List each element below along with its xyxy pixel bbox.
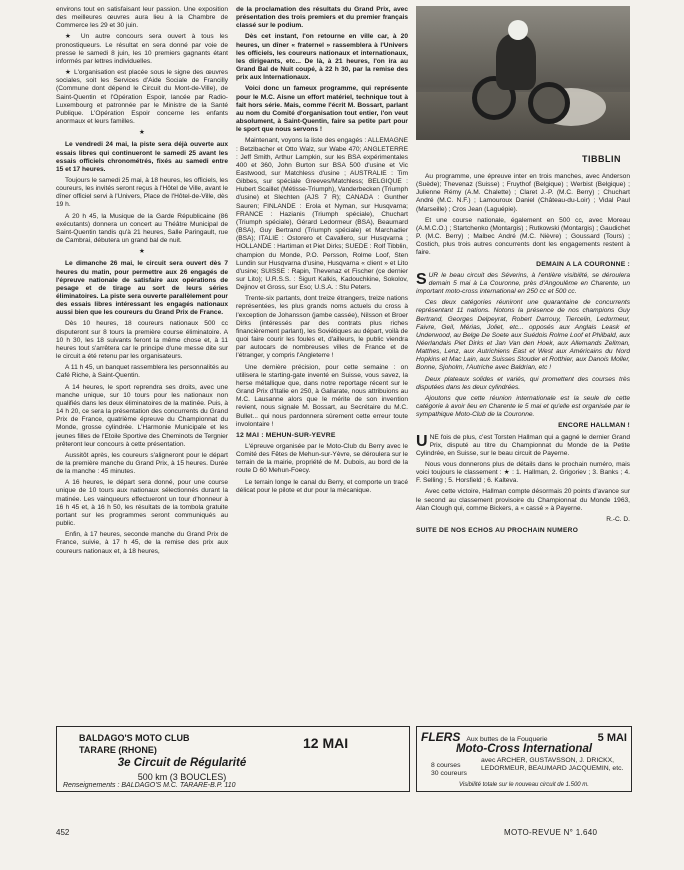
paragraph: Dès cet instant, l'on retourne en ville car, à 20 heures, un dîner « fraternel » rassemblera à l'Univers les officiels, les coureurs nationaux et internationaux, les dirigeants, etc... De là, à 21 heures, l'on ira au Grand Bal de Nuit coupé, à 22 h 30, par la remise des prix aux Internationaux.	[236, 33, 408, 82]
rider-photo	[416, 6, 630, 140]
paragraph: Dès 10 heures, 18 coureurs nationaux 500 cc disputeront sur 8 tours la première course éliminatoire. A 10 h 30, les 18 suivants feront la même chose et, à 11 heures tout s'arrêtera car le principe d'une messe dite sur le circuit a été retenu par les organisateurs.	[56, 320, 228, 361]
drop-cap: U	[416, 432, 428, 450]
paragraph: A 20 h 45, la Musique de la Garde Républicaine (86 exécutants) donnera un concert au Théâtre Municipal de Saint-Quentin tandis qu'à 21 heures, Salle Paringault, rue de Cambrai, débutera un grand bal de nuit.	[56, 212, 228, 245]
paragraph: Et une course nationale, également en 500 cc, avec Moreau (A.M.C.O.) ; Startchenko (Montargis) ; Rutkowski (Montargis) ; Gaudichet P. (M.C. Berry) ; Malbec André (M.C. Nièvre) ; Goussard (Tours) ; Costich, plus trois autres concurrents dont les engagements restent à faire.	[416, 216, 630, 257]
advert-date: 5 MAI	[597, 732, 627, 744]
advert-club-town: TARARE (RHONE)	[79, 745, 157, 755]
paragraph: Deux plateaux solides et variés, qui promettent des courses très disputées dans les deux cylindrées.	[416, 375, 630, 391]
paragraph: de la proclamation des résultats du Grand Prix, avec présentation des trois premiers et du premier français classé sur le podium.	[236, 6, 408, 30]
advert-riders-count: 30 coureurs	[431, 769, 467, 777]
continued-notice: SUITE DE NOS ECHOS AU PROCHAIN NUMERO	[416, 527, 579, 535]
paragraph: L'épreuve organisée par le Moto-Club du Berry avec le Comité des Fêtes de Mehun-sur-Yèvre, se déroulera sur le terrain de la mairie, propriété de M. Dubois, au bord de la route D 60 Mehun-Foecy.	[236, 442, 408, 475]
advert-courses	[431, 762, 467, 778]
drop-cap: S	[416, 270, 427, 288]
photo-rider	[496, 34, 536, 90]
advert-distance: 500 km (3 BOUCLES)	[137, 772, 227, 782]
photo-helmet	[508, 20, 528, 40]
paragraph: Nous vous donnerons plus de détails dans le prochain numéro, mais voici toujours le classement : ★ : 1. Hallman, 2. Grigoriev ; 3. Banks ; 4. F. Selling ; 5. Horsfield ; 6. Kalteva.	[416, 461, 630, 485]
paragraph: ★ Un autre concours sera ouvert à tous les pronostiqueurs. Le résultat en sera donné par voie de presse le samedi 8 juin, les 10 premiers gagnants étant informés par lettres individuelles.	[56, 33, 228, 65]
advert-courses-count: 8 courses	[431, 762, 461, 769]
advert-flers	[416, 726, 632, 792]
paragraph: Ajoutons que cette réunion internationale est la seule de cette catégorie à avoir lieu en Charente le 5 mai et qu'elle est organisée par le sympathique Moto-Club de la Couronne.	[416, 394, 630, 419]
paragraph: Avec cette victoire, Hallman compte désormais 20 points d'avance sur le second au classement provisoire du Championnat du Monde 1963, Alan Clough qui, comme Bickers, a « cassé » à Payerne.	[416, 488, 630, 512]
page-number: 452	[56, 828, 70, 837]
paragraph: A 16 heures, le départ sera donné, pour une course unique de 10 tours aux nationaux sélectionnés durant la matinée. Les vainqueurs effectueront un tour d'honneur à 16 h 45 et, à 16 h 50, les résultats de la tombola gratuite portant sur les programmes seront communiqués au public.	[56, 479, 228, 528]
paragraph	[416, 272, 630, 296]
advert-info: Renseignements : BALDAGO'S M.C. TARARE-B.P. 110	[63, 782, 236, 789]
section-title-couronne: DEMAIN A LA COURONNE :	[536, 260, 630, 268]
paragraph: Enfin, à 17 heures, seconde manche du Grand Prix de France, suivie, à 17 h 45, de la remise des prix aux coureurs nationaux et, à 18 heures,	[56, 531, 228, 555]
separator-star-icon: ★	[139, 248, 145, 256]
article-column-3	[416, 173, 630, 721]
paragraph: Toujours le samedi 25 mai, à 18 heures, les officiels, les coureurs, les invités seront reçus à l'Hôtel de Ville, avant le dîner officiel servi à l'Univers, Place de l'Hôtel-de-Ville, dès 19 h.	[56, 176, 228, 209]
section-title-hallman: ENCORE HALLMAN !	[558, 422, 630, 430]
advert-date: 12 MAI	[303, 735, 349, 751]
paragraph: Au programme, une épreuve inter en trois manches, avec Anderson (Suède); Thevenaz (Suisse) ; Fruythof (Belgique) ; Werbist (Belgique) ; Julienne Rémy (A.M. Chalette) ; Claret J.-P. (M.C. Berry) ; Chuchart André (M.C. N.F.) ; Lamouroux Daniel (Château-du-Loir) ; Vidal Paul (Marseille) ; Cros Jean (Laguépie).	[416, 173, 630, 213]
section-title-mehun: 12 MAI : MEHUN-SUR-YEVRE	[236, 431, 336, 439]
paragraph: Voici donc un fameux programme, qui représente pour le M.C. Aisne un effort matériel, technique tout à fait hors série. Mais, comme l'écrit M. Bossart, parlant au nom du Comité d'organisation tout entier, l'on veut absolument, à Saint-Quentin, faire sa petite part pour le sport que nous servons !	[236, 85, 408, 134]
paragraph: Maintenant, voyons la liste des engagés : ALLEMAGNE : Betzlbacher et Otto Walz, sur Wabe 470; ANGLETERRE : Jeff Smith, Arthur Lampkin, sur les BSA expérimentales 400 et 360, John Burton sur BSA 500 d'usine et Vic Eastwood, sur Matchless d'usine ; AUSTRALIE : Tim Gibbes, sur spéciale Greeves/Matchless; BELGIQUE : Hubert Scaillet (Métisse-Triumph), Vanderbecken (Triumph d'usine) et Slechten (AJS 7 R); CANADA : Gunther Sauren; FINLANDE : Erola et Nyman, sur Husqvarna; FRANCE : Hazianis (Triumph spéciale), Chuchart (Triumph spéciale), Gérard Ledormeur (BSA), Beaumard (BSA), Guy Bertrand (Triumph spéciale) et Marchadier (BSA); ITALIE : Ostorero et Cavallero, sur Husqvarna ; HOLLANDE : Hartiman et Piet Dirks; SUEDE : Rolf Tibblin, champion du Monde, P.O. Persson, Rolme Loof, Sten Lundin sur Husqvarna d'usine, Husqvarna « client » et Lito d'usine; SUISSE : Rapin, Thevenaz et Fischer (ce dernier sur Lito); U.R.S.S. : Sigurt Kalkis, Kadouchkine, Sokolov, Dejinov et Gross, sur Eso; U.S.A. : Stu Peters.	[236, 137, 408, 292]
paragraph: environs tout en satisfaisant leur passion. Une exposition des meilleures œuvres aura lieu à la Chambre de Commerce les 29 et 30 juin.	[56, 6, 228, 30]
paragraph: Ces deux catégories réuniront une quarantaine de concurrents représentant 11 nations. Notons la présence de nos champions Guy Bertrand, Georges Delpeyrat, Robert Darrouy, Tiercelin, Ledormeur, Faivre, Geil, Mérias, Joliet, etc... opposés aux Anglais Leask et Underwood, au Belge De Soete aux Suédois Rolme Loof et Philbald, aux Néerlandais Piet Dirks et Jan Van den Hoek, aux Allemands Zellman, Matthes, Lenz, aux Autrichiens East et West aux Américains du Nord Hopkins et Mac Lain, aux Suisses Stouder et Rotthier, aux Danois Moller, Bonne, Sjoholm, l'Autriche avec Baldrian, etc !	[416, 299, 630, 372]
advert-title: 3e Circuit de Régularité	[117, 757, 247, 769]
paragraph-text: UR le beau circuit des Séverins, à l'entière visibilité, se déroulera demain 5 mai à La Couronne, près d'Angoulême en Charente, un important moto-cross international en 250 cc et 500 cc.	[416, 271, 630, 296]
advert-title: Moto-Cross International	[455, 743, 593, 755]
paragraph: Une dernière précision, pour cette semaine : on utilisera le starting-gate inventé en Suisse, vous savez, la herse métallique que, dans notre reportage récent sur le Grand Prix d'Italie en 250, à Gallarate, nous attribuions au M.C. Lausanne alors que le mérite de son invention revient, nous signale M. Bossart, au Secrétaire du M.C. Bullet... qui nous pardonnera sûrement cette erreur toute involontaire !	[236, 363, 408, 428]
advert-baldago	[56, 726, 410, 792]
paragraph: Le dimanche 26 mai, le circuit sera ouvert dès 7 heures du matin, pour permettre aux 26 engagés de l'épreuve nationale de satisfaire aux opérations de pesage et de tirage au sort de leurs séries éliminatoires. La piste sera ouverte parallèlement pour des essais libres intéressant les engagés nationaux aussi bien que les coureurs du Grand Prix de France.	[56, 260, 228, 317]
paragraph: A 11 h 45, un banquet rassemblera les personnalités au Café Riche, à Saint-Quentin.	[56, 364, 228, 380]
advert-club-name: BALDAGO'S MOTO CLUB	[79, 733, 190, 743]
paragraph: Trente-six partants, dont treize étrangers, treize nations représentées, les plus grands noms actuels du cross à l'exception de Johansson (jambe cassée), Nilsson et Broer Dirks (intéressés par des contrats plus riches financièrement parlant), les Soviétiques au départ, voilà de quoi faire courir les foules et, d'ailleurs, le public viendra par autocars de nombreuses villes de France et de l'étranger, y compris l'Angleterre !	[236, 295, 408, 360]
paragraph: ★ L'organisation est placée sous le signe des œuvres sociales, soit les Services d'Aide Sociale de Francilly (Commune dont dépend le Circuit du Mont-de-Ville), de Saint-Quentin et l'Opération Espoir, lancée par Radio-Luxembourg et patronnée par le Ministre de la Santé Publique. L'Opération Espoir concerne les enfants anormaux et leurs familles.	[56, 69, 228, 126]
paragraph: Aussitôt après, les coureurs s'aligneront pour le départ de la première manche du Grand Prix, à 15 heures. Durée de la manche : 45 minutes.	[56, 451, 228, 476]
photo-caption: TIBBLIN	[582, 154, 621, 164]
advert-footer: Visibilité totale sur le nouveau circuit de 1.500 m.	[459, 782, 589, 788]
advert-town: FLERS	[421, 730, 461, 744]
article-column-2	[236, 6, 408, 722]
publication-name: MOTO-REVUE N° 1.640	[504, 828, 598, 837]
author-signature: R.-C. D.	[606, 515, 630, 523]
paragraph	[416, 434, 630, 458]
photo-rear-wheel	[528, 82, 570, 124]
paragraph-text: NE fois de plus, c'est Torsten Hallman qui a gagné le dernier Grand Prix, disputé au titre du Championnat du Monde de la Petite Cylindrée, en Suisse, sur le beau circuit de Payerne.	[416, 433, 630, 457]
separator-star-icon: ★	[139, 129, 145, 137]
paragraph: A 14 heures, le sport reprendra ses droits, avec une manche unique, sur 10 tours pour les nationaux non qualifiés dans les deux éliminatoires de la matinée. Puis, à 14 h 20, ce sera la présentation des concurrents du Grand Prix de France, quatrième épreuve du Championnat du Monde, grosse cylindrée. L'Harmonie Municipale et les jeunes filles de l'Etoile Sportive des Cheminots de Tergnier prêteront leur concours à cette présentation.	[56, 383, 228, 448]
paragraph: Le vendredi 24 mai, la piste sera déjà ouverte aux essais libres qui continueront le samedi 25 avant les essais officiels chronométrés, fixés au samedi entre 15 et 17 heures.	[56, 141, 228, 173]
advert-header	[421, 730, 627, 744]
paragraph: Le terrain longe le canal du Berry, et comporte un tracé délicat pour le pilote et dur pour la mécanique.	[236, 478, 408, 494]
advert-riders: avec ARCHER, GUSTAVSSON, J. DRICKX, LEDORMEUR, BEAUMARD JACQUEMIN, etc.	[481, 757, 624, 772]
advert-subtitle: Aux buttes de la Fouquerie	[466, 736, 548, 743]
article-column-1	[56, 6, 228, 722]
